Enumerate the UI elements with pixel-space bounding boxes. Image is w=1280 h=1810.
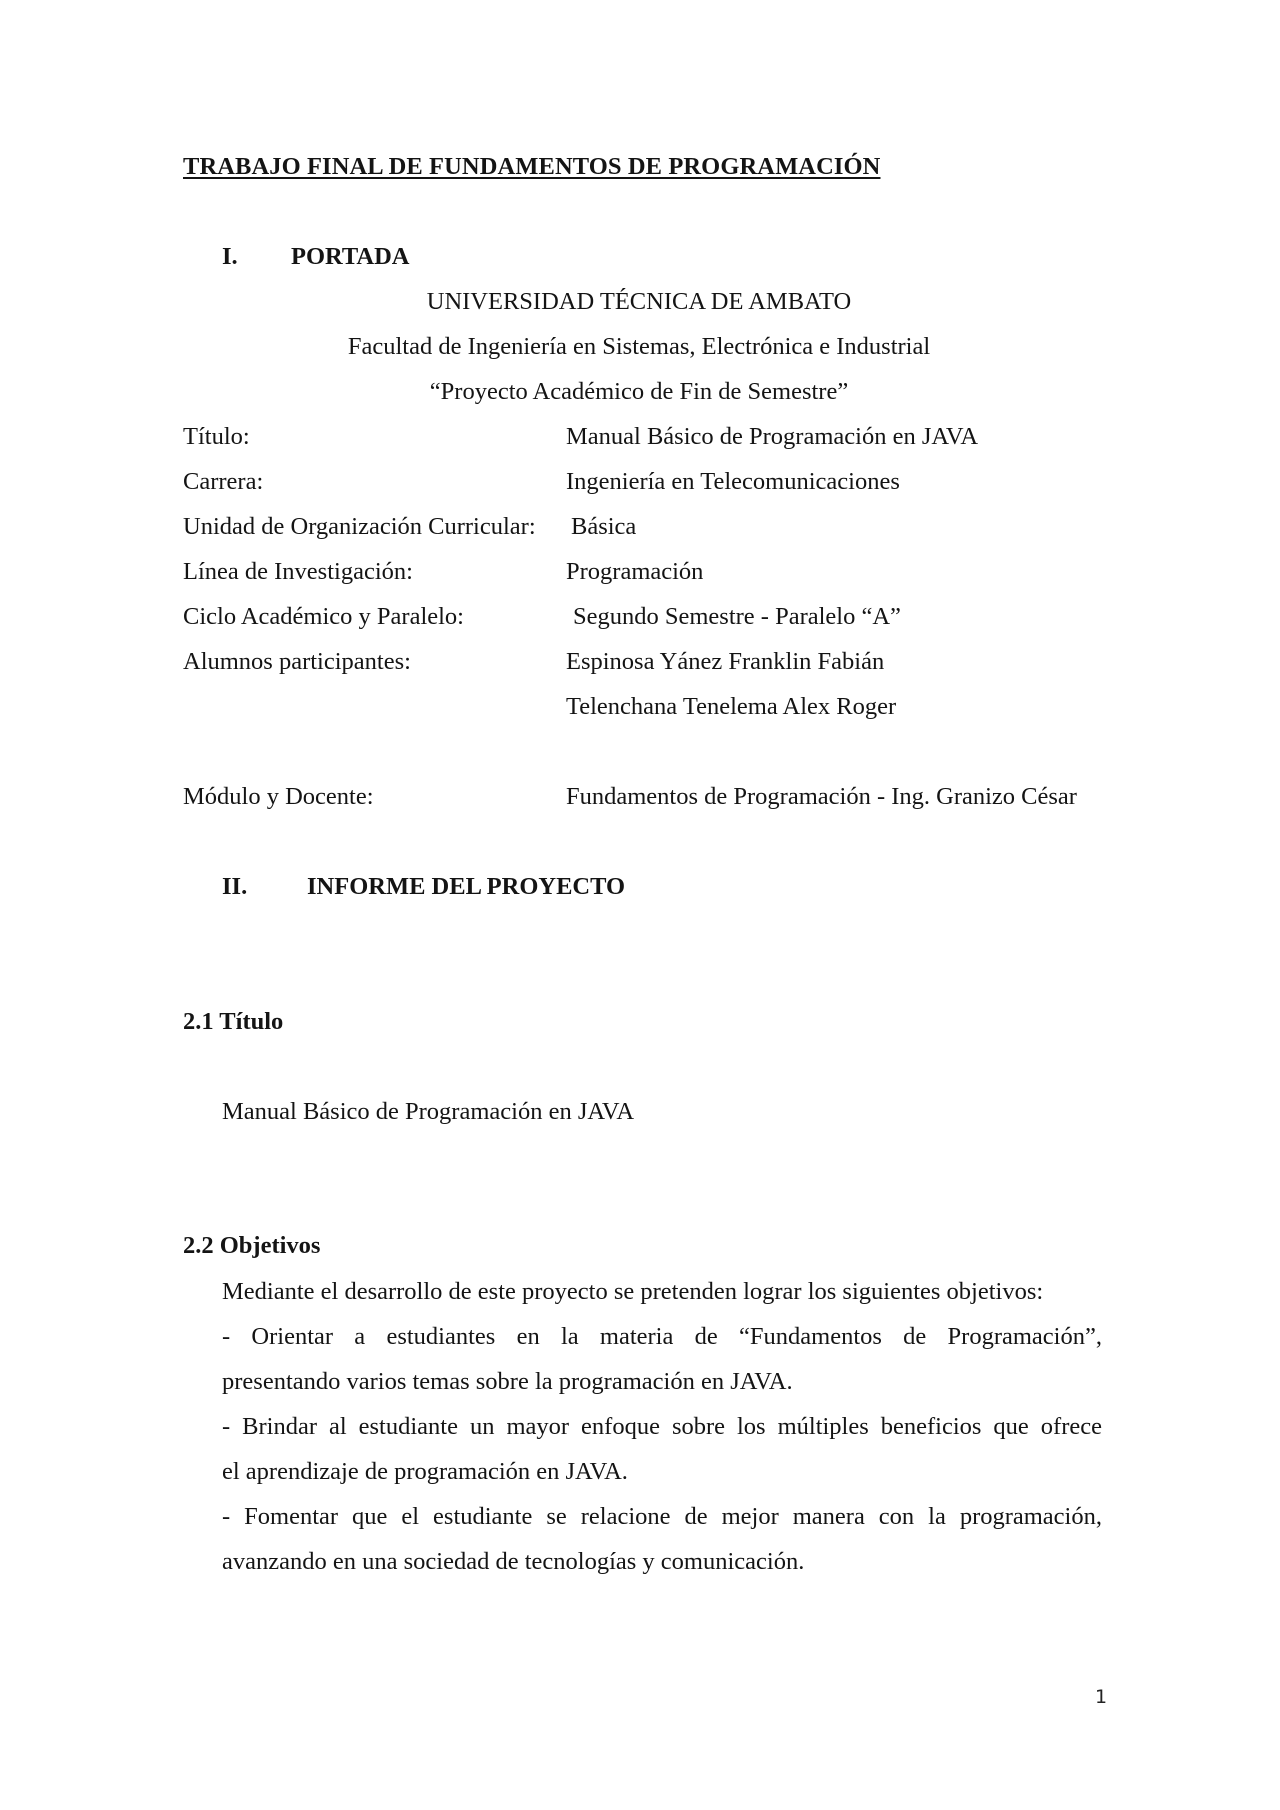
field-label-ciclo: Ciclo Académico y Paralelo: — [183, 603, 464, 630]
university-name: UNIVERSIDAD TÉCNICA DE AMBATO — [426, 288, 852, 315]
objectives-intro: Mediante el desarrollo de este proyecto se pretenden lograr los siguientes objetivos: — [222, 1278, 1044, 1305]
field-value-titulo: Manual Básico de Programación en JAVA — [566, 423, 979, 450]
section-numeral-2: II. — [222, 873, 248, 900]
project-type: “Proyecto Académico de Fin de Semestre” — [429, 378, 849, 405]
field-label-alumnos: Alumnos participantes: — [183, 648, 411, 675]
field-value-modulo: Fundamentos de Programación - Ing. Granizo César — [566, 783, 1077, 810]
section-title-informe: INFORME DEL PROYECTO — [307, 873, 626, 900]
field-value-alumno-1: Espinosa Yánez Franklin Fabián — [566, 648, 885, 675]
subsection-title-2-1: 2.1 Título — [183, 1008, 284, 1035]
field-value-ciclo: Segundo Semestre - Paralelo “A” — [573, 603, 901, 630]
field-label-titulo: Título: — [183, 423, 250, 450]
page-number: 1 — [1095, 1686, 1108, 1708]
field-label-linea: Línea de Investigación: — [183, 558, 413, 585]
subsection-2-1-text: Manual Básico de Programación en JAVA — [222, 1098, 635, 1125]
field-value-linea: Programación — [566, 558, 704, 585]
document-title: TRABAJO FINAL DE FUNDAMENTOS DE PROGRAMACIÓN — [183, 153, 881, 180]
objective-1-line-1: - Orientar a estudiantes en la materia de “Fundamentos de Programación”, — [222, 1323, 1102, 1350]
section-numeral-1: I. — [222, 243, 238, 270]
field-value-alumno-2: Telenchana Tenelema Alex Roger — [566, 693, 897, 720]
field-label-unidad: Unidad de Organización Curricular: — [183, 513, 536, 540]
section-title-portada: PORTADA — [291, 243, 410, 270]
faculty-name: Facultad de Ingeniería en Sistemas, Electrónica e Industrial — [347, 333, 931, 360]
objective-2-line-1: - Brindar al estudiante un mayor enfoque sobre los múltiples beneficios que ofrece — [222, 1413, 1102, 1440]
field-label-modulo: Módulo y Docente: — [183, 783, 374, 810]
objective-3-line-2: avanzando en una sociedad de tecnologías y comunicación. — [222, 1548, 805, 1575]
field-value-carrera: Ingeniería en Telecomunicaciones — [566, 468, 900, 495]
field-value-unidad: Básica — [571, 513, 637, 540]
field-label-carrera: Carrera: — [183, 468, 264, 495]
objective-1-line-2: presentando varios temas sobre la programación en JAVA. — [222, 1368, 793, 1395]
objective-3-line-1: - Fomentar que el estudiante se relacione de mejor manera con la programación, — [222, 1503, 1102, 1530]
objective-2-line-2: el aprendizaje de programación en JAVA. — [222, 1458, 628, 1485]
subsection-title-2-2: 2.2 Objetivos — [183, 1232, 321, 1259]
